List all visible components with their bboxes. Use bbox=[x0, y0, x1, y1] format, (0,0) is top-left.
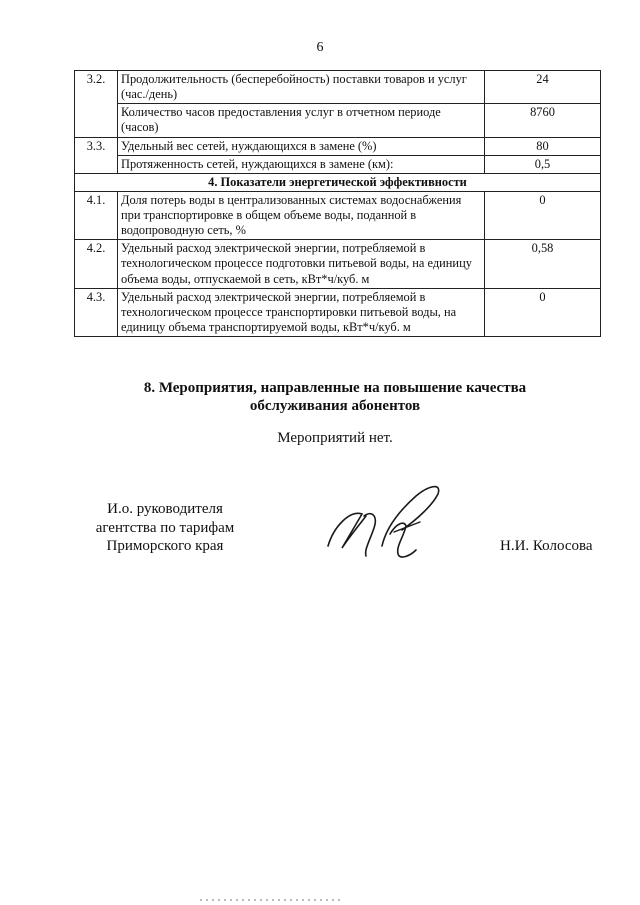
row-number bbox=[75, 104, 118, 137]
section-4-title: 4. Показатели энергетической эффективности bbox=[75, 173, 601, 191]
row-number: 3.2. bbox=[75, 71, 118, 104]
table-row bbox=[75, 137, 601, 155]
table-row bbox=[75, 288, 601, 336]
row-description: Протяженность сетей, нуждающихся в замене (км): bbox=[118, 155, 485, 173]
signatory-position bbox=[80, 500, 250, 556]
row-value: 24 bbox=[485, 71, 601, 104]
row-number: 3.3. bbox=[75, 137, 118, 155]
handwritten-signature bbox=[320, 476, 460, 566]
table-row bbox=[75, 191, 601, 239]
parameters-table bbox=[74, 70, 601, 337]
row-description: Удельный вес сетей, нуждающихся в замене (%) bbox=[118, 137, 485, 155]
table-row bbox=[75, 104, 601, 137]
section-header-row bbox=[75, 173, 601, 191]
row-description: Количество часов предоставления услуг в отчетном периоде (часов) bbox=[118, 104, 485, 137]
row-number bbox=[75, 155, 118, 173]
row-description: Удельный расход электрической энергии, потребляемой в технологическом процессе подготовки питьевой воды, на единицу объема воды, отпускаемой в сеть, кВт*ч/куб. м bbox=[118, 240, 485, 288]
position-line: агентства по тарифам bbox=[95, 519, 235, 536]
table-row bbox=[75, 240, 601, 288]
section-8-heading bbox=[0, 379, 640, 415]
table-row bbox=[75, 71, 601, 104]
section-8-heading-line1: 8. Мероприятия, направленные на повышение качества bbox=[143, 380, 527, 396]
position-line: Приморского края bbox=[106, 538, 224, 555]
row-value: 0,5 bbox=[485, 155, 601, 173]
position-line: И.о. руководителя bbox=[107, 501, 223, 517]
page-number: 6 bbox=[316, 40, 324, 55]
row-value: 0 bbox=[485, 191, 601, 239]
scan-artifact bbox=[200, 898, 340, 902]
row-value: 0,58 bbox=[485, 240, 601, 288]
row-number: 4.2. bbox=[75, 240, 118, 288]
signer-name: Н.И. Колосова bbox=[500, 538, 593, 554]
section-8-heading-line2: обслуживания абонентов bbox=[249, 398, 421, 414]
row-value: 0 bbox=[485, 288, 601, 336]
table-row bbox=[75, 155, 601, 173]
row-number: 4.1. bbox=[75, 191, 118, 239]
row-number: 4.3. bbox=[75, 288, 118, 336]
row-description: Доля потерь воды в централизованных системах водоснабжения при транспортировке в общем объеме воды, поданной в водопроводную сеть, % bbox=[118, 191, 485, 239]
row-description: Удельный расход электрической энергии, потребляемой в технологическом процессе транспортировки питьевой воды, на единицу объема транспортируемой воды, кВт*ч/куб. м bbox=[118, 288, 485, 336]
row-value: 8760 bbox=[485, 104, 601, 137]
row-description: Продолжительность (бесперебойность) поставки товаров и услуг (час./день) bbox=[118, 71, 485, 104]
row-value: 80 bbox=[485, 137, 601, 155]
section-8-body: Мероприятий нет. bbox=[277, 430, 393, 446]
